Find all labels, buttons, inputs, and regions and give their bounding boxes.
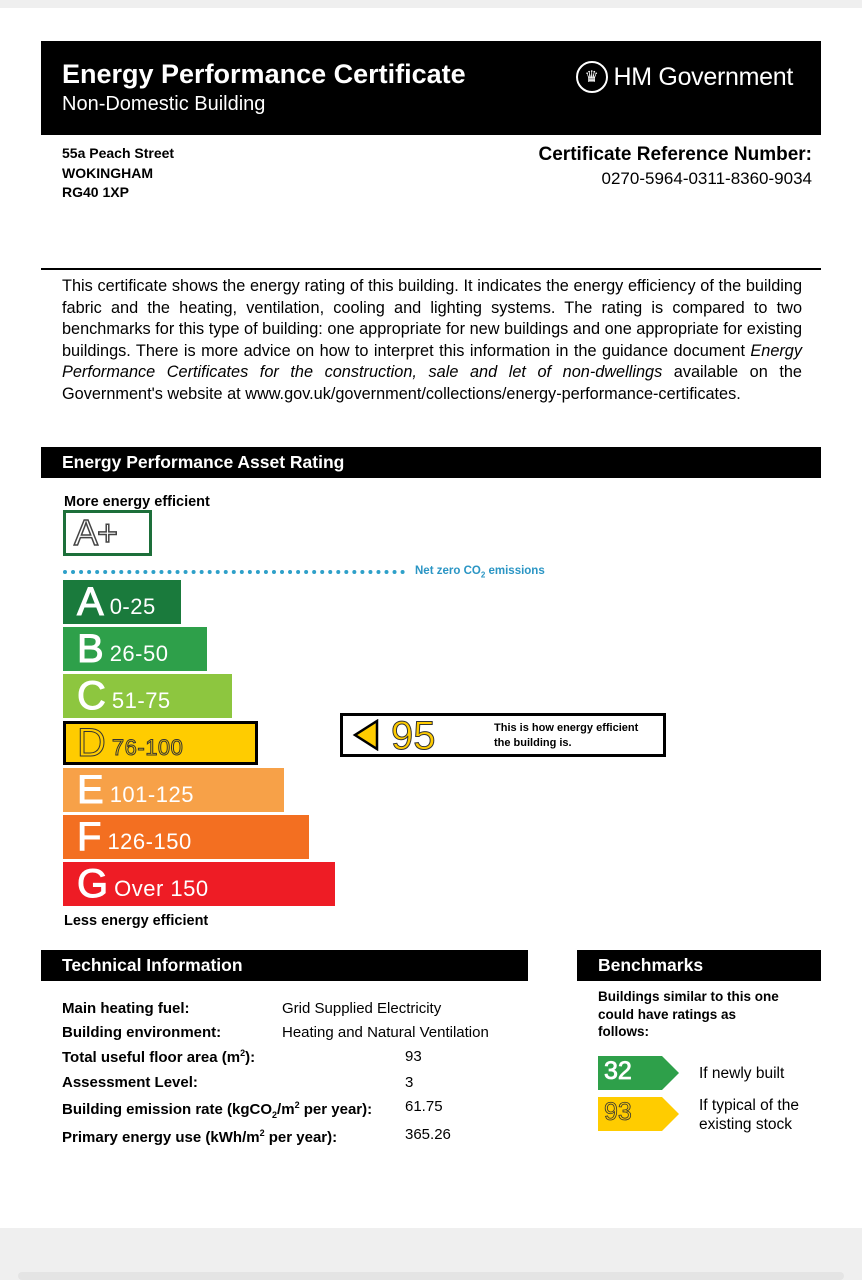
government-logo [576, 61, 794, 93]
net-zero-label [415, 565, 545, 579]
tech-value: 93 [405, 1048, 422, 1065]
aplus-letter: A+ [74, 512, 118, 553]
band-range: 101-125 [109, 782, 194, 807]
page-title: Energy Performance Certificate [62, 59, 466, 89]
certificate-header [41, 41, 821, 135]
tech-value: Grid Supplied Electricity [282, 1000, 442, 1017]
benchmark-new-build-arrow [598, 1056, 680, 1095]
tech-label: Building environment: [62, 1024, 222, 1041]
current-rating-score: 95 [391, 714, 436, 758]
tech-label: Main heating fuel: [62, 1000, 190, 1017]
certificate-reference-label: Certificate Reference Number: [538, 144, 812, 165]
tech-value: 365.26 [405, 1126, 451, 1143]
tech-row-heating-fuel [62, 1000, 442, 1017]
tech-label: Building emission rate (kgCO [62, 1101, 273, 1118]
band-letter: C [77, 673, 106, 718]
tech-label-tail: per year): [299, 1101, 373, 1118]
tech-value: Heating and Natural Ventilation [282, 1024, 489, 1041]
band-letter: D [77, 720, 106, 765]
benchmarks-intro: Buildings similar to this one could have ratings as follows: [598, 989, 779, 1039]
net-zero-subscript: 2 [480, 570, 486, 580]
tech-label-sup: 2 [294, 1100, 300, 1110]
rating-band-g [63, 862, 335, 906]
tech-row-primary-energy [62, 1126, 451, 1146]
property-address [62, 144, 174, 203]
rating-band-c [63, 674, 232, 718]
net-zero-tail: emissions [485, 565, 545, 577]
band-range: 26-50 [109, 641, 169, 666]
rating-arrow-icon [351, 719, 381, 751]
technical-info-heading: Technical Information [41, 950, 528, 981]
benchmark-new-build-value: 32 [604, 1057, 632, 1085]
intro-text-tail: available on the Government's website at www.gov.uk/government/collections/energy-performance-certificates. [62, 363, 802, 403]
band-letter: E [77, 767, 104, 812]
intro-text: This certificate shows the energy rating of this building. It indicates the energy efficiency of the building fabric and the heating, ventilation, cooling and lighting systems. The rating is compared to two benchmarks for this type of building: one appropriate for new buildings and one appropriate for existing buildings. There is more advice on how to interpret this information in the guidance document [62, 277, 802, 360]
tech-label: Assessment Level: [62, 1074, 198, 1091]
caption-line-2: the building is. [494, 737, 572, 749]
tech-row-emission-rate [62, 1098, 443, 1120]
intro-paragraph [62, 276, 802, 405]
net-zero-line [63, 570, 405, 574]
band-range: 76-100 [111, 735, 184, 760]
tech-row-environment [62, 1024, 489, 1041]
certificate-reference [539, 144, 812, 189]
address-line-1: 55a Peach Street [62, 145, 175, 161]
address-line-3: RG40 1XP [62, 184, 129, 200]
rating-band-a [63, 580, 181, 624]
current-rating-caption [494, 721, 638, 751]
tech-label: Primary energy use (kWh/m [62, 1129, 260, 1146]
tech-label-sub: 2 [272, 1110, 278, 1120]
aplus-band [63, 510, 152, 556]
government-name: HM Government [613, 62, 793, 91]
tech-label-mid: /m [277, 1101, 295, 1118]
rating-band-e [63, 768, 284, 812]
address-line-2: WOKINGHAM [62, 164, 153, 181]
tech-value: 3 [405, 1074, 414, 1091]
page-subtitle: Non-Domestic Building [62, 93, 266, 115]
tech-value: 61.75 [405, 1098, 443, 1115]
tech-label-tail: per year): [264, 1129, 338, 1146]
band-letter: A [77, 579, 104, 624]
guidance-document-title: Energy Performance Certificates for the construction, sale and let of non-dwellings [62, 341, 802, 381]
tech-label: Total useful floor area (m [62, 1049, 241, 1066]
tech-row-floor-area [62, 1048, 422, 1066]
certificate-reference-number: 0270-5964-0311-8360-9034 [601, 169, 812, 188]
benchmarks-heading: Benchmarks [577, 950, 821, 981]
divider [41, 268, 821, 270]
band-range: Over 150 [114, 876, 209, 901]
rating-band-f [63, 815, 309, 859]
band-range: 51-75 [111, 688, 171, 713]
benchmark-existing-stock-value: 93 [604, 1098, 632, 1126]
tech-label-sup: 2 [259, 1128, 265, 1138]
royal-crest-icon: ♛ [576, 61, 608, 93]
band-letter: B [77, 626, 104, 671]
net-zero-text: Net zero CO [415, 565, 481, 577]
benchmark-new-build-desc: If newly built [699, 1065, 785, 1082]
scroll-strip [18, 1272, 844, 1280]
rating-band-d [63, 721, 258, 765]
rating-band-b [63, 627, 207, 671]
band-letter: F [77, 814, 102, 859]
tech-row-assessment-level [62, 1074, 414, 1091]
caption-line-1: This is how energy efficient [494, 722, 639, 734]
benchmark-existing-stock-arrow [598, 1097, 680, 1136]
band-range: 126-150 [107, 829, 192, 854]
benchmark-existing-stock-desc: If typical of the existing stock [699, 1097, 799, 1133]
tech-label-sup: 2 [240, 1048, 246, 1058]
band-range: 0-25 [109, 594, 156, 619]
tech-label-tail: ): [245, 1049, 256, 1066]
band-letter: G [77, 861, 109, 906]
asset-rating-heading: Energy Performance Asset Rating [41, 447, 821, 478]
more-efficient-label: More energy efficient [64, 494, 210, 510]
less-efficient-label: Less energy efficient [64, 913, 209, 929]
current-rating-indicator [340, 713, 666, 757]
